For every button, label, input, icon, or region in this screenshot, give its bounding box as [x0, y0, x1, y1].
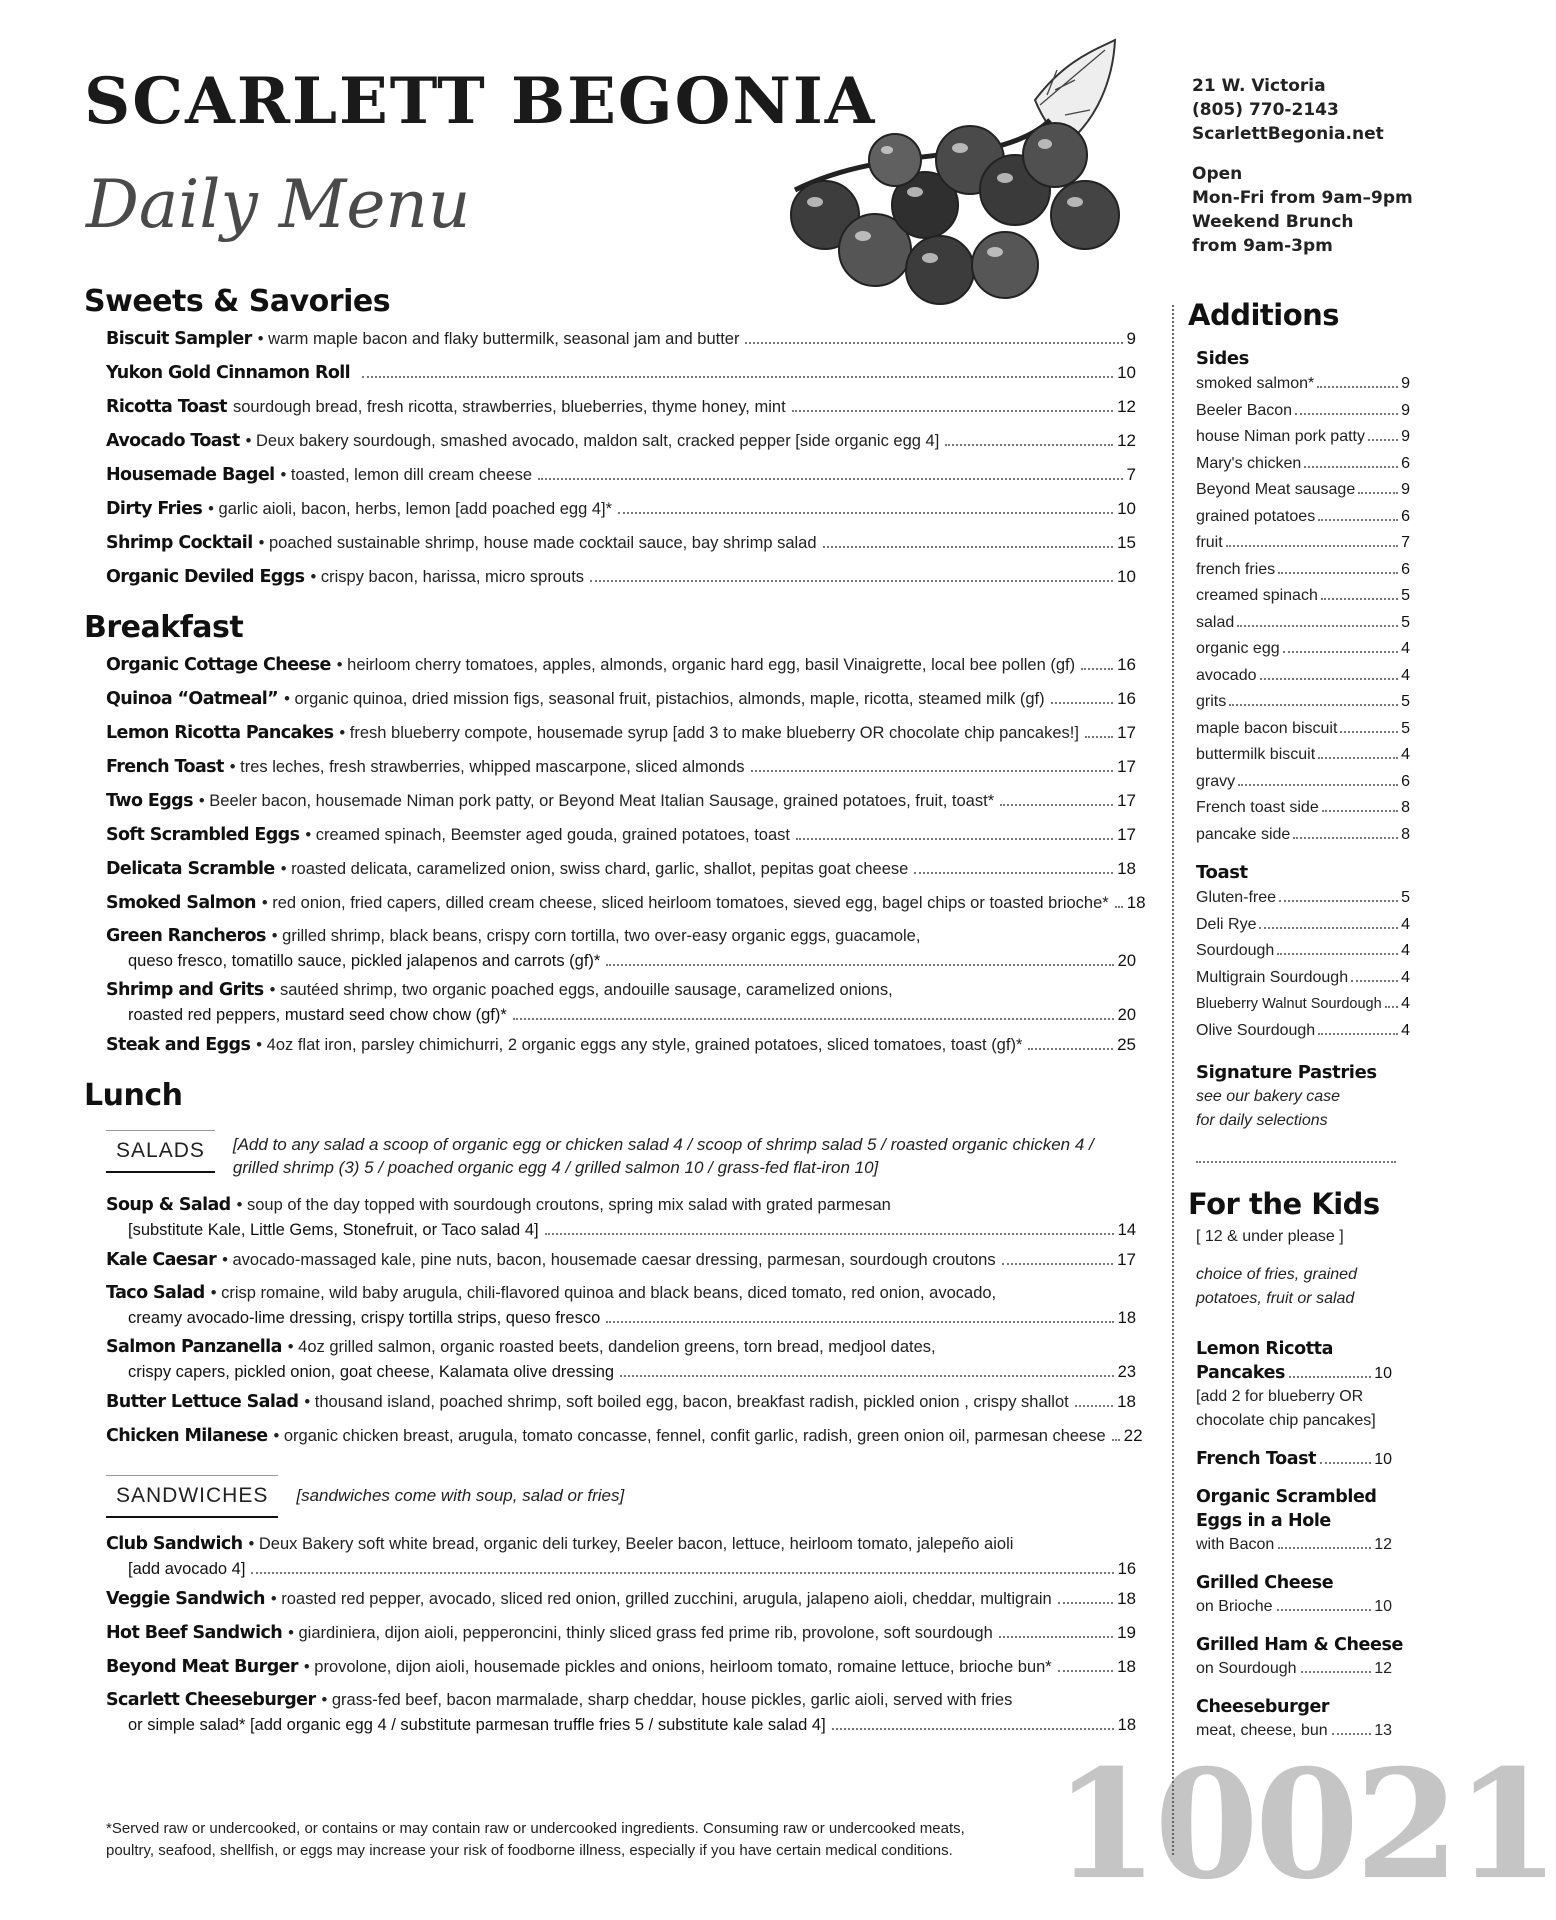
website: ScarlettBegonia.net: [1192, 124, 1384, 144]
main-menu-column: [84, 282, 1146, 1738]
item-name: Olive Sourdough: [1196, 1021, 1316, 1039]
item-name: Yukon Gold Cinnamon Roll: [106, 363, 351, 383]
divider: [1196, 1161, 1396, 1163]
item-price: 10: [1117, 499, 1136, 518]
item-price: 20: [1117, 952, 1136, 970]
item-desc: • heirloom cherry tomatoes, apples, almonds, organic hard egg, basil Vinaigrette, local bee pollen (gf): [336, 656, 1076, 674]
salads-note-line1: [Add to any salad a scoop of organic egg or chicken salad 4 / scoop of shrimp salad 5 / roasted organic chicken 4 /: [232, 1135, 1094, 1154]
menu-item: [106, 818, 1136, 852]
item-price: 9: [1126, 329, 1136, 348]
item-price: 4: [1401, 640, 1410, 657]
menu-item: [106, 750, 1136, 784]
item-name: fruit: [1196, 534, 1223, 551]
sweets-list: [84, 322, 1136, 594]
item-price: 6: [1401, 507, 1410, 525]
item-price: 18: [1117, 1309, 1136, 1327]
list-item: [1196, 938, 1410, 965]
menu-item: [106, 974, 1136, 1028]
additions-title: Additions: [1188, 298, 1340, 332]
item-name: Organic Cottage Cheese: [106, 655, 331, 675]
phone: (805) 770-2143: [1192, 100, 1339, 120]
item-name: Steak and Eggs: [106, 1035, 251, 1055]
item-name: Chicken Milanese: [106, 1426, 268, 1446]
item-desc-cont: or simple salad* [add organic egg 4 / substitute parmesan truffle fries 5 / substitute kale salad 4]: [128, 1716, 826, 1734]
item-price: 9: [1401, 375, 1410, 392]
item-name: Veggie Sandwich: [106, 1589, 265, 1609]
item-desc: • 4oz flat iron, parsley chimichurri, 2 organic eggs any style, grained potatoes, sliced tomatoes, toast (gf)*: [256, 1036, 1023, 1054]
item-price: 20: [1117, 1006, 1136, 1024]
item-price: 18: [1117, 1716, 1136, 1734]
menu-item: [106, 682, 1136, 716]
item-name: Two Eggs: [106, 791, 193, 811]
menu-item: [106, 322, 1136, 356]
item-name: avocado: [1196, 666, 1257, 684]
page-number-watermark: 10021: [1054, 1737, 1556, 1913]
menu-item: [106, 1243, 1136, 1277]
item-price: 17: [1117, 757, 1136, 776]
menu-item: [106, 1385, 1136, 1419]
item-desc: • toasted, lemon dill cream cheese: [280, 466, 533, 484]
list-item: [1196, 636, 1410, 663]
item-name: organic egg: [1196, 640, 1280, 657]
menu-item: [106, 560, 1136, 594]
item-price: 9: [1401, 401, 1410, 419]
item-desc-cont: [add avocado 4]: [128, 1560, 246, 1578]
item-price: 16: [1117, 655, 1136, 674]
item-sub: on Brioche: [1196, 1598, 1273, 1615]
item-desc: • Deux bakery sourdough, smashed avocado, maldon salt, cracked pepper [side organic egg 4]: [245, 432, 940, 450]
item-price: 12: [1117, 397, 1136, 416]
item-name: french fries: [1196, 560, 1276, 578]
item-name: Ricotta Toast: [106, 397, 227, 417]
hours-weekday: Mon-Fri from 9am–9pm: [1192, 188, 1413, 208]
item-price: 17: [1117, 723, 1136, 742]
item-desc: • organic chicken breast, arugula, tomato concasse, fennel, confit garlic, radish, green onion oil, parmesan cheese: [273, 1427, 1106, 1445]
sides-label: Sides: [1196, 348, 1249, 369]
item-name: Organic Deviled Eggs: [106, 567, 305, 587]
item-price: 4: [1401, 666, 1410, 684]
sandwiches-list: [84, 1528, 1136, 1738]
item-desc: • red onion, fried capers, dilled cream cheese, sliced heirloom tomatoes, sieved egg, bagel chips or toasted brioche*: [261, 894, 1109, 912]
item-price: 7: [1401, 534, 1410, 551]
list-item: [1196, 424, 1410, 451]
menu-item: [106, 648, 1136, 682]
item-name: Soft Scrambled Eggs: [106, 825, 300, 845]
toast-label: Toast: [1196, 862, 1248, 883]
item-price: 5: [1401, 719, 1410, 737]
section-title-lunch: Lunch: [84, 1078, 183, 1113]
item-name: grits: [1196, 693, 1227, 710]
list-item: [1196, 885, 1410, 912]
item-name: Shrimp and Grits: [106, 980, 264, 1000]
hours-weekend-line1: Weekend Brunch: [1192, 212, 1354, 232]
item-name: French toast side: [1196, 799, 1319, 816]
item-desc: • creamed spinach, Beemster aged gouda, grained potatoes, toast: [305, 826, 790, 844]
grapes-illustration: [735, 40, 1150, 315]
pastries-note-line2: for daily selections: [1196, 1112, 1328, 1129]
item-desc: • crisp romaine, wild baby arugula, chili-flavored quinoa and black beans, diced tomato, red onion, avocado,: [210, 1284, 997, 1302]
item-price: 18: [1117, 1657, 1136, 1676]
list-item: [1196, 991, 1410, 1018]
item-desc: • garlic aioli, bacon, herbs, lemon [add poached egg 4]*: [208, 500, 613, 518]
item-name: gravy: [1196, 772, 1236, 790]
menu-item: [106, 1028, 1136, 1062]
item-desc-cont: creamy avocado-lime dressing, crispy tortilla strips, queso fresco: [128, 1309, 601, 1327]
breakfast-list: [84, 648, 1146, 1062]
item-name: Lemon Ricotta Pancakes: [106, 723, 334, 743]
item-price: 16: [1117, 689, 1136, 708]
item-sub: on Sourdough: [1196, 1660, 1297, 1677]
item-price: 6: [1401, 560, 1410, 578]
item-name: Blueberry Walnut Sourdough: [1196, 996, 1382, 1012]
item-desc: • tres leches, fresh strawberries, whipped mascarpone, sliced almonds: [229, 758, 745, 776]
item-price: 18: [1117, 859, 1136, 878]
menu-item: [106, 1277, 1136, 1331]
menu-item: [106, 716, 1136, 750]
allergen-footnote: [106, 1818, 1026, 1862]
list-item: [1196, 583, 1410, 610]
list-item: [1196, 965, 1410, 992]
item-desc-cont: crispy capers, pickled onion, goat cheese, Kalamata olive dressing: [128, 1363, 615, 1381]
item-price: 16: [1117, 1560, 1136, 1578]
item-price: 4: [1401, 1021, 1410, 1039]
menu-item: [106, 1650, 1136, 1684]
kids-age: [ 12 & under please ]: [1196, 1228, 1344, 1245]
item-desc: • poached sustainable shrimp, house made cocktail sauce, bay shrimp salad: [258, 534, 817, 552]
salads-header: [106, 1130, 1136, 1179]
item-price: 7: [1126, 465, 1136, 484]
item-name-cont: Eggs in a Hole: [1196, 1511, 1331, 1531]
item-name: maple bacon biscuit: [1196, 719, 1338, 737]
kids-item: [1188, 1633, 1410, 1681]
item-name: Biscuit Sampler: [106, 329, 252, 349]
item-price: 12: [1374, 1660, 1392, 1677]
item-sub: with Bacon: [1196, 1536, 1275, 1553]
item-name: Mary's chicken: [1196, 454, 1302, 472]
item-desc: • sautéed shrimp, two organic poached eggs, andouille sausage, caramelized onions,: [269, 981, 893, 999]
menu-item: [106, 1189, 1136, 1243]
item-price: 10: [1117, 363, 1136, 382]
salads-label: SALADS: [106, 1130, 215, 1173]
menu-item: [106, 784, 1136, 818]
item-price: 4: [1401, 968, 1410, 986]
open-label: Open: [1192, 164, 1243, 184]
menu-item: [106, 1528, 1136, 1582]
item-name: Cheeseburger: [1196, 1697, 1330, 1717]
item-price: 22: [1123, 1426, 1143, 1445]
item-desc: • avocado-massaged kale, pine nuts, bacon, housemade caesar dressing, parmesan, sourdough croutons: [222, 1251, 996, 1269]
item-desc: • Beeler bacon, housemade Niman pork patty, or Beyond Meat Italian Sausage, grained potatoes, fruit, toast*: [198, 792, 995, 810]
item-desc: • provolone, dijon aioli, housemade pickles and onions, heirloom tomato, romaine lettuce, brioche bun*: [303, 1658, 1052, 1676]
item-name: smoked salmon*: [1196, 375, 1315, 392]
kids-item: [1188, 1695, 1410, 1743]
column-divider: [1172, 305, 1174, 1855]
item-name: Beyond Meat Burger: [106, 1657, 298, 1677]
sides-list: [1188, 371, 1410, 848]
salads-list: [84, 1189, 1143, 1453]
restaurant-logo-title: SCARLETT BEGONIA: [84, 64, 877, 139]
item-name: Organic Scrambled: [1196, 1487, 1377, 1507]
menu-item: [106, 390, 1136, 424]
item-price: 18: [1117, 1392, 1136, 1411]
menu-item: [106, 526, 1136, 560]
section-title-breakfast: Breakfast: [84, 610, 244, 645]
menu-item: [106, 356, 1136, 390]
kids-choice-line1: choice of fries, grained: [1196, 1266, 1357, 1283]
menu-item: [106, 492, 1136, 526]
item-name: Smoked Salmon: [106, 893, 256, 913]
list-item: [1196, 530, 1410, 557]
list-item: [1196, 716, 1410, 743]
item-name: Dirty Fries: [106, 499, 203, 519]
item-price: 4: [1401, 915, 1410, 933]
item-desc: • thousand island, poached shrimp, soft boiled egg, bacon, breakfast radish, pickled onion , crispy shallot: [304, 1393, 1069, 1411]
item-name: Multigrain Sourdough: [1196, 968, 1349, 986]
list-item: [1196, 912, 1410, 939]
item-desc: • warm maple bacon and flaky buttermilk, seasonal jam and butter: [257, 330, 740, 348]
sidebar-column: [1188, 296, 1410, 1743]
item-name: grained potatoes: [1196, 507, 1316, 525]
footnote-line2: poultry, seafood, shellfish, or eggs may increase your risk of foodborne illness, especially if you have certain medical conditions.: [106, 1842, 953, 1859]
item-price: 10: [1374, 1365, 1392, 1382]
item-price: 17: [1117, 791, 1136, 810]
menu-item: [106, 1419, 1143, 1453]
pastries-note-line1: see our bakery case: [1196, 1088, 1341, 1105]
list-item: [1196, 822, 1410, 849]
list-item: [1196, 689, 1410, 716]
item-price: 18: [1117, 1589, 1136, 1608]
item-price: 17: [1117, 1250, 1136, 1269]
item-price: 17: [1117, 825, 1136, 844]
item-name: Lemon Ricotta: [1196, 1339, 1334, 1359]
menu-item: [106, 1684, 1136, 1738]
item-name: French Toast: [106, 757, 224, 777]
item-name: Hot Beef Sandwich: [106, 1623, 283, 1643]
kids-choice-line2: potatoes, fruit or salad: [1196, 1290, 1355, 1307]
item-name-cont: Pancakes: [1196, 1363, 1286, 1383]
item-name: salad: [1196, 613, 1235, 631]
item-note: chocolate chip pancakes]: [1196, 1412, 1376, 1429]
kids-item: [1188, 1447, 1410, 1471]
item-price: 12: [1374, 1536, 1392, 1553]
list-item: [1196, 795, 1410, 822]
item-price: 15: [1117, 533, 1136, 552]
item-price: 4: [1401, 746, 1410, 763]
menu-item: [106, 852, 1136, 886]
list-item: [1196, 504, 1410, 531]
item-desc-cont: roasted red peppers, mustard seed chow chow (gf)*: [128, 1006, 507, 1024]
menu-item: [106, 1616, 1136, 1650]
item-name: Avocado Toast: [106, 431, 240, 451]
list-item: [1196, 477, 1410, 504]
list-item: [1196, 1018, 1410, 1045]
section-title-sweets: Sweets & Savories: [84, 284, 391, 319]
kids-title: For the Kids: [1188, 1187, 1380, 1221]
item-name: Sourdough: [1196, 942, 1275, 959]
item-desc-cont: queso fresco, tomatillo sauce, pickled jalapenos and carrots (gf)*: [128, 952, 601, 970]
footnote-line1: *Served raw or undercooked, or contains or may contain raw or undercooked ingredients. Consuming raw or undercooked meats,: [106, 1820, 965, 1837]
list-item: [1196, 451, 1410, 478]
item-desc: • fresh blueberry compote, housemade syrup [add 3 to make blueberry OR chocolate chip pancakes!]: [339, 724, 1079, 742]
list-item: [1196, 742, 1410, 769]
menu-item: [106, 886, 1146, 920]
item-price: 9: [1401, 481, 1410, 498]
item-desc: • soup of the day topped with sourdough croutons, spring mix salad with grated parmesan: [236, 1196, 891, 1214]
kids-item: [1188, 1571, 1410, 1619]
sandwiches-note: [sandwiches come with soup, salad or fries]: [296, 1486, 625, 1505]
item-name: Shrimp Cocktail: [106, 533, 253, 553]
item-name: Salmon Panzanella: [106, 1337, 282, 1357]
item-desc: • giardiniera, dijon aioli, pepperoncini, thinly sliced grass fed prime rib, provolone, soft sourdough: [288, 1624, 993, 1642]
item-name: Gluten-free: [1196, 889, 1277, 906]
list-item: [1196, 769, 1410, 796]
toast-list: [1188, 885, 1410, 1044]
item-desc: • roasted red pepper, avocado, sliced red onion, grilled zucchini, arugula, jalapeno aioli, cheddar, multigrain: [270, 1590, 1052, 1608]
item-price: 12: [1117, 431, 1136, 450]
menu-subtitle: Daily Menu: [86, 166, 471, 243]
item-price: 10: [1117, 567, 1136, 586]
menu-item: [106, 1582, 1136, 1616]
item-name: Grilled Cheese: [1196, 1573, 1334, 1593]
item-price: 13: [1374, 1722, 1392, 1739]
item-desc: • crispy bacon, harissa, micro sprouts: [310, 568, 585, 586]
item-note: [add 2 for blueberry OR: [1196, 1388, 1364, 1405]
item-sub: meat, cheese, bun: [1196, 1722, 1328, 1739]
list-item: [1196, 610, 1410, 637]
pastries-label: Signature Pastries: [1196, 1062, 1377, 1083]
item-price: 4: [1401, 995, 1410, 1012]
sandwiches-header: [106, 1475, 1136, 1518]
item-name: Deli Rye: [1196, 915, 1257, 933]
list-item: [1196, 371, 1410, 398]
item-desc-cont: [substitute Kale, Little Gems, Stonefruit, or Taco salad 4]: [128, 1221, 539, 1239]
item-name: house Niman pork patty: [1196, 428, 1365, 445]
item-price: 14: [1117, 1221, 1136, 1239]
menu-item: [106, 1331, 1136, 1385]
item-price: 5: [1401, 889, 1410, 906]
item-price: 19: [1117, 1623, 1136, 1642]
item-name: Quinoa “Oatmeal”: [106, 689, 279, 709]
item-price: 5: [1401, 693, 1410, 710]
salads-note-line2: grilled shrimp (3) 5 / poached organic egg 4 / grilled salmon 10 / grass-fed flat-iron 10]: [232, 1158, 879, 1177]
menu-item: [106, 458, 1136, 492]
item-name: Grilled Ham & Cheese: [1196, 1635, 1403, 1655]
item-desc: sourdough bread, fresh ricotta, strawberries, blueberries, thyme honey, mint: [232, 398, 786, 416]
address: 21 W. Victoria: [1192, 76, 1326, 96]
item-price: 10: [1374, 1598, 1392, 1615]
item-price: 8: [1401, 825, 1410, 843]
item-name: Delicata Scramble: [106, 859, 275, 879]
item-desc: • 4oz grilled salmon, organic roasted beets, dandelion greens, torn bread, medjool dates,: [287, 1338, 936, 1356]
item-name: Soup & Salad: [106, 1195, 231, 1215]
kids-item: [1188, 1337, 1410, 1433]
item-price: 23: [1117, 1363, 1136, 1381]
item-name: Scarlett Cheeseburger: [106, 1690, 316, 1710]
item-price: 18: [1126, 893, 1146, 912]
contact-info: [1192, 74, 1432, 258]
item-price: 6: [1401, 454, 1410, 472]
item-desc: • grass-fed beef, bacon marmalade, sharp cheddar, house pickles, garlic aioli, served with fries: [321, 1691, 1013, 1709]
item-desc: • organic quinoa, dried mission figs, seasonal fruit, pistachios, almonds, maple, ricotta, steamed milk (gf): [284, 690, 1045, 708]
item-name: pancake side: [1196, 825, 1291, 843]
item-price: 25: [1117, 1035, 1136, 1054]
list-item: [1196, 557, 1410, 584]
salads-note: [233, 1130, 1103, 1179]
item-name: Housemade Bagel: [106, 465, 275, 485]
item-name: Beeler Bacon: [1196, 401, 1293, 419]
hours-weekend-line2: from 9am-3pm: [1192, 236, 1333, 256]
item-desc: • Deux Bakery soft white bread, organic deli turkey, Beeler bacon, lettuce, heirloom tomato, jalepeño aioli: [248, 1535, 1014, 1553]
item-desc: • grilled shrimp, black beans, crispy corn tortilla, two over-easy organic eggs, guacamole,: [271, 927, 921, 945]
item-price: 8: [1401, 799, 1410, 816]
sandwiches-label: SANDWICHES: [106, 1475, 278, 1518]
item-desc: • roasted delicata, caramelized onion, swiss chard, garlic, shallot, pepitas goat cheese: [280, 860, 909, 878]
list-item: [1196, 663, 1410, 690]
menu-item: [106, 424, 1136, 458]
item-name: Butter Lettuce Salad: [106, 1392, 299, 1412]
item-name: creamed spinach: [1196, 587, 1318, 604]
item-price: 10: [1374, 1451, 1392, 1468]
item-name: French Toast: [1196, 1449, 1317, 1469]
item-price: 6: [1401, 772, 1410, 790]
item-name: buttermilk biscuit: [1196, 746, 1316, 763]
item-price: 5: [1401, 587, 1410, 604]
item-name: Beyond Meat sausage: [1196, 481, 1356, 498]
list-item: [1196, 398, 1410, 425]
item-price: 4: [1401, 942, 1410, 959]
item-name: Green Rancheros: [106, 926, 266, 946]
item-price: 9: [1401, 428, 1410, 445]
menu-item: [106, 920, 1136, 974]
kids-item: [1188, 1485, 1410, 1557]
item-name: Club Sandwich: [106, 1534, 243, 1554]
item-name: Taco Salad: [106, 1283, 205, 1303]
item-price: 5: [1401, 613, 1410, 631]
item-name: Kale Caesar: [106, 1250, 217, 1270]
